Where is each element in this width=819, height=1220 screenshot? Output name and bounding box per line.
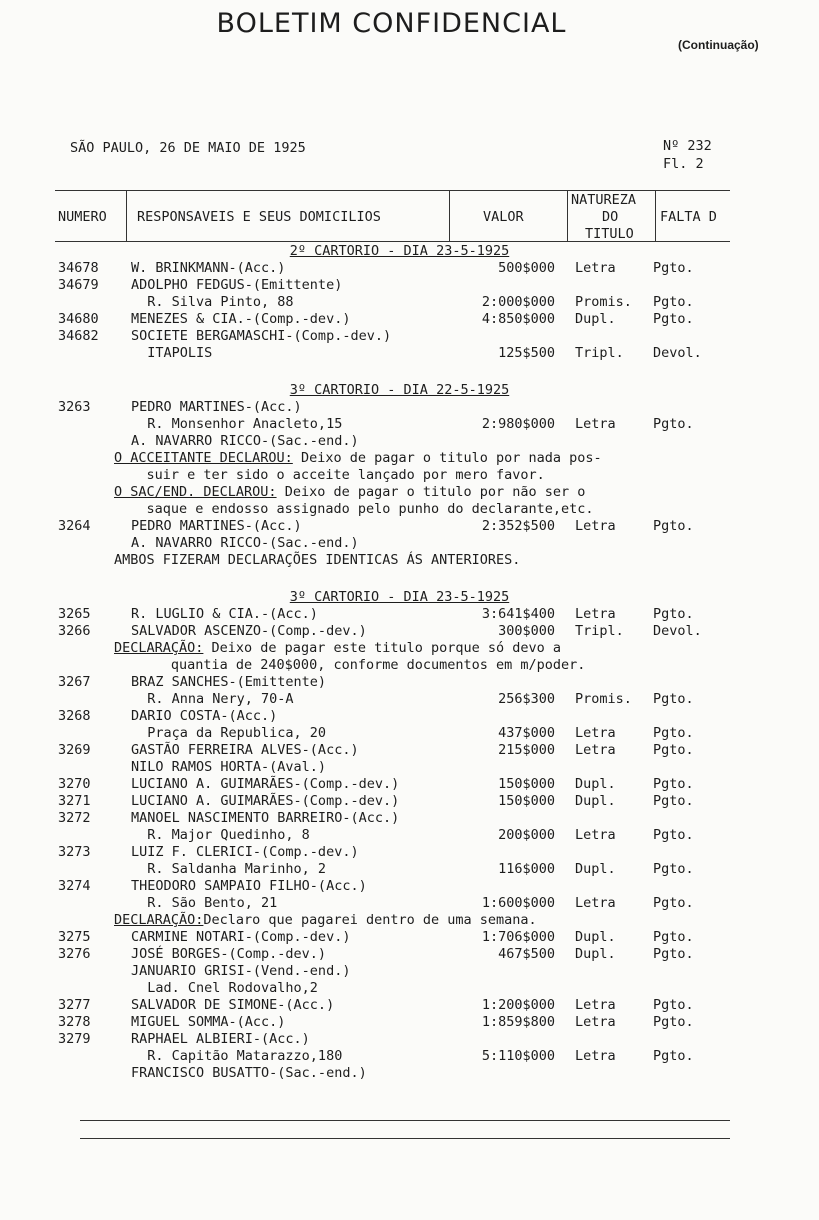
row-value: 150$000: [498, 793, 555, 809]
row-party: RAPHAEL ALBIERI-(Acc.): [131, 1031, 310, 1047]
page-number: Fl. 2: [663, 156, 704, 172]
row-status: Pgto.: [653, 929, 694, 945]
footer-rule-2: [80, 1138, 730, 1139]
row-number: 34678: [58, 260, 99, 276]
row-value: 256$300: [498, 691, 555, 707]
row-party: R. São Bento, 21: [131, 895, 278, 911]
declaration-note-text: Declaro que pagarei dentro de uma semana.: [203, 912, 537, 928]
header-responsaveis: RESPONSAVEIS E SEUS DOMICILIOS: [137, 209, 381, 225]
declaration-note-text: Deixo de pagar o titulo por nada pos-: [292, 450, 602, 466]
declaration-note: [114, 912, 537, 929]
row-nature: Dupl.: [575, 793, 616, 809]
row-party: LUCIANO A. GUIMARÃES-(Comp.-dev.): [131, 776, 400, 792]
table-row: [0, 1031, 819, 1048]
declaration-note-label: O ACCEITANTE DECLAROU:: [114, 450, 293, 466]
table-row: [0, 691, 819, 708]
section-heading: [0, 243, 819, 259]
row-number: 3266: [58, 623, 91, 639]
row-party: DARIO COSTA-(Acc.): [131, 708, 278, 724]
table-top-rule: [55, 190, 730, 191]
row-number: 3269: [58, 742, 91, 758]
declaration-note-label: DECLARAÇÃO:: [114, 912, 204, 928]
table-row: [0, 606, 819, 623]
table-row: [0, 294, 819, 311]
col-divider-2: [449, 190, 450, 242]
place-date: SÃO PAULO, 26 DE MAIO DE 1925: [70, 140, 306, 156]
row-nature: Dupl.: [575, 776, 616, 792]
declaration-note-text: Deixo de pagar o titulo por não ser o: [276, 484, 586, 500]
row-number: 34680: [58, 311, 99, 327]
header-natureza-3: TITULO: [585, 226, 634, 242]
row-number: 3275: [58, 929, 91, 945]
row-status: Pgto.: [653, 776, 694, 792]
row-nature: Dupl.: [575, 861, 616, 877]
header-numero: NUMERO: [58, 209, 107, 225]
row-party: A. NAVARRO RICCO-(Sac.-end.): [131, 433, 359, 449]
declaration-note: [114, 484, 585, 501]
table-row: [0, 946, 819, 963]
row-value: 300$000: [498, 623, 555, 639]
section-heading-text: 3º CARTORIO - DIA 22-5-1925: [289, 382, 510, 398]
row-party: R. Capitão Matarazzo,180: [131, 1048, 343, 1064]
row-party: LUIZ F. CLERICI-(Comp.-dev.): [131, 844, 359, 860]
row-status: Pgto.: [653, 1014, 694, 1030]
declaration-note: suir e ter sido o acceite lançado por mero favor.: [114, 467, 545, 483]
table-row: [0, 708, 819, 725]
row-nature: Promis.: [575, 691, 632, 707]
row-number: 3273: [58, 844, 91, 860]
row-party: A. NAVARRO RICCO-(Sac.-end.): [131, 535, 359, 551]
row-status: Pgto.: [653, 416, 694, 432]
col-divider-4: [655, 190, 656, 242]
document-title: BOLETIM CONFIDENCIAL: [216, 8, 567, 39]
continuation-label: (Continuação): [678, 38, 759, 52]
bulletin-number: Nº 232: [663, 138, 712, 154]
table-row: [0, 861, 819, 878]
table-row: [0, 725, 819, 742]
row-status: Pgto.: [653, 895, 694, 911]
header-natureza-2: DO: [602, 209, 619, 225]
declaration-note: saque e endosso assignado pelo punho do declarante,etc.: [114, 501, 594, 517]
row-party: ADOLPHO FEDGUS-(Emittente): [131, 277, 343, 293]
row-nature: Letra: [575, 606, 616, 622]
row-status: Pgto.: [653, 518, 694, 534]
row-party: GASTÃO FERREIRA ALVES-(Acc.): [131, 742, 359, 758]
row-party: R. LUGLIO & CIA.-(Acc.): [131, 606, 318, 622]
row-party: JANUARIO GRISI-(Vend.-end.): [131, 963, 351, 979]
section-heading: [0, 382, 819, 398]
row-number: 3277: [58, 997, 91, 1013]
row-status: Pgto.: [653, 725, 694, 741]
row-party: R. Anna Nery, 70-A: [131, 691, 294, 707]
row-party: PEDRO MARTINES-(Acc.): [131, 399, 302, 415]
row-status: Pgto.: [653, 294, 694, 310]
declaration-note-text: Deixo de pagar este titulo porque só devo a: [203, 640, 562, 656]
row-status: Pgto.: [653, 946, 694, 962]
row-value: 116$000: [498, 861, 555, 877]
header-falta: FALTA D: [660, 209, 717, 225]
row-nature: Dupl.: [575, 946, 616, 962]
row-value: 1:706$000: [481, 929, 555, 945]
table-row: [0, 742, 819, 759]
row-party: W. BRINKMANN-(Acc.): [131, 260, 286, 276]
row-value: 1:600$000: [481, 895, 555, 911]
declaration-note: quantia de 240$000, conforme documentos em m/poder.: [114, 657, 586, 673]
header-natureza-1: NATUREZA: [571, 192, 637, 208]
table-row: [0, 535, 819, 552]
row-value: 2:352$500: [481, 518, 555, 534]
row-value: 3:641$400: [481, 606, 555, 622]
row-status: Pgto.: [653, 1048, 694, 1064]
row-party: R. Saldanha Marinho, 2: [131, 861, 327, 877]
row-value: 1:859$800: [481, 1014, 555, 1030]
row-value: 500$000: [498, 260, 555, 276]
table-row: [0, 345, 819, 362]
col-divider-1: [126, 190, 127, 242]
table-row: [0, 878, 819, 895]
table-row: [0, 827, 819, 844]
row-party: Lad. Cnel Rodovalho,2: [131, 980, 318, 996]
row-status: Pgto.: [653, 793, 694, 809]
table-row: [0, 416, 819, 433]
row-party: THEODORO SAMPAIO FILHO-(Acc.): [131, 878, 367, 894]
table-row: [0, 759, 819, 776]
row-number: 3265: [58, 606, 91, 622]
row-party: SOCIETE BERGAMASCHI-(Comp.-dev.): [131, 328, 392, 344]
row-party: MANOEL NASCIMENTO BARREIRO-(Acc.): [131, 810, 400, 826]
table-row: [0, 1065, 819, 1082]
declaration-note-label: DECLARAÇÃO:: [114, 640, 204, 656]
row-number: 3267: [58, 674, 91, 690]
table-row: [0, 793, 819, 810]
table-row: [0, 963, 819, 980]
row-nature: Letra: [575, 827, 616, 843]
row-value: 150$000: [498, 776, 555, 792]
row-status: Pgto.: [653, 827, 694, 843]
row-number: 3264: [58, 518, 91, 534]
section-heading-text: 3º CARTORIO - DIA 23-5-1925: [289, 589, 510, 605]
row-nature: Dupl.: [575, 929, 616, 945]
table-row: [0, 399, 819, 416]
row-nature: Letra: [575, 725, 616, 741]
row-value: 5:110$000: [481, 1048, 555, 1064]
row-status: Pgto.: [653, 742, 694, 758]
row-number: 3268: [58, 708, 91, 724]
row-party: FRANCISCO BUSATTO-(Sac.-end.): [131, 1065, 367, 1081]
row-nature: Letra: [575, 416, 616, 432]
row-nature: Letra: [575, 518, 616, 534]
row-party: R. Major Quedinho, 8: [131, 827, 310, 843]
row-number: 34679: [58, 277, 99, 293]
col-divider-3: [567, 190, 568, 242]
row-nature: Tripl.: [575, 345, 624, 361]
table-row: [0, 1048, 819, 1065]
row-party: R. Silva Pinto, 88: [131, 294, 294, 310]
row-value: 2:000$000: [481, 294, 555, 310]
row-status: Pgto.: [653, 997, 694, 1013]
row-party: MENEZES & CIA.-(Comp.-dev.): [131, 311, 351, 327]
footer-rule-1: [80, 1120, 730, 1121]
table-row: [0, 929, 819, 946]
table-row: [0, 623, 819, 640]
row-value: 215$000: [498, 742, 555, 758]
row-nature: Letra: [575, 260, 616, 276]
row-value: 437$000: [498, 725, 555, 741]
table-row: [0, 776, 819, 793]
declaration-note: [114, 450, 602, 467]
row-party: BRAZ SANCHES-(Emittente): [131, 674, 327, 690]
table-row: [0, 328, 819, 345]
row-nature: Tripl.: [575, 623, 624, 639]
row-number: 3276: [58, 946, 91, 962]
row-party: PEDRO MARTINES-(Acc.): [131, 518, 302, 534]
table-row: [0, 674, 819, 691]
row-status: Devol.: [653, 623, 702, 639]
section-heading-text: 2º CARTORIO - DIA 23-5-1925: [289, 243, 510, 259]
row-number: 3271: [58, 793, 91, 809]
row-nature: Letra: [575, 895, 616, 911]
header-valor: VALOR: [483, 209, 524, 225]
table-row: [0, 518, 819, 535]
row-number: 3279: [58, 1031, 91, 1047]
row-party: ITAPOLIS: [131, 345, 213, 361]
row-nature: Letra: [575, 1048, 616, 1064]
declaration-note-label: O SAC/END. DECLAROU:: [114, 484, 277, 500]
row-party: SALVADOR ASCENZO-(Comp.-dev.): [131, 623, 367, 639]
row-status: Pgto.: [653, 606, 694, 622]
row-status: Pgto.: [653, 691, 694, 707]
row-value: 2:980$000: [481, 416, 555, 432]
row-number: 3274: [58, 878, 91, 894]
row-party: R. Monsenhor Anacleto,15: [131, 416, 343, 432]
table-row: [0, 997, 819, 1014]
row-party: SALVADOR DE SIMONE-(Acc.): [131, 997, 335, 1013]
row-number: 3278: [58, 1014, 91, 1030]
row-value: 125$500: [498, 345, 555, 361]
row-nature: Dupl.: [575, 311, 616, 327]
table-row: [0, 311, 819, 328]
row-party: JOSÉ BORGES-(Comp.-dev.): [131, 946, 327, 962]
row-status: Devol.: [653, 345, 702, 361]
row-value: 200$000: [498, 827, 555, 843]
table-row: [0, 810, 819, 827]
table-row: [0, 260, 819, 277]
row-number: 3270: [58, 776, 91, 792]
row-party: LUCIANO A. GUIMARÃES-(Comp.-dev.): [131, 793, 400, 809]
row-number: 3263: [58, 399, 91, 415]
row-number: 34682: [58, 328, 99, 344]
table-row: [0, 433, 819, 450]
row-status: Pgto.: [653, 861, 694, 877]
table-row: [0, 1014, 819, 1031]
row-value: 1:200$000: [481, 997, 555, 1013]
declaration-note: [114, 640, 561, 657]
row-number: 3272: [58, 810, 91, 826]
closing-note: AMBOS FIZERAM DECLARAÇÕES IDENTICAS ÁS ANTERIORES.: [114, 552, 521, 568]
row-party: NILO RAMOS HORTA-(Aval.): [131, 759, 327, 775]
table-row: [0, 980, 819, 997]
row-nature: Letra: [575, 742, 616, 758]
row-value: 467$500: [498, 946, 555, 962]
row-status: Pgto.: [653, 260, 694, 276]
row-value: 4:850$000: [481, 311, 555, 327]
row-status: Pgto.: [653, 311, 694, 327]
row-nature: Promis.: [575, 294, 632, 310]
row-nature: Letra: [575, 997, 616, 1013]
row-nature: Letra: [575, 1014, 616, 1030]
table-row: [0, 895, 819, 912]
row-party: MIGUEL SOMMA-(Acc.): [131, 1014, 286, 1030]
row-party: CARMINE NOTARI-(Comp.-dev.): [131, 929, 351, 945]
section-heading: [0, 589, 819, 605]
table-row: [0, 844, 819, 861]
row-party: Praça da Republica, 20: [131, 725, 327, 741]
table-row: [0, 277, 819, 294]
